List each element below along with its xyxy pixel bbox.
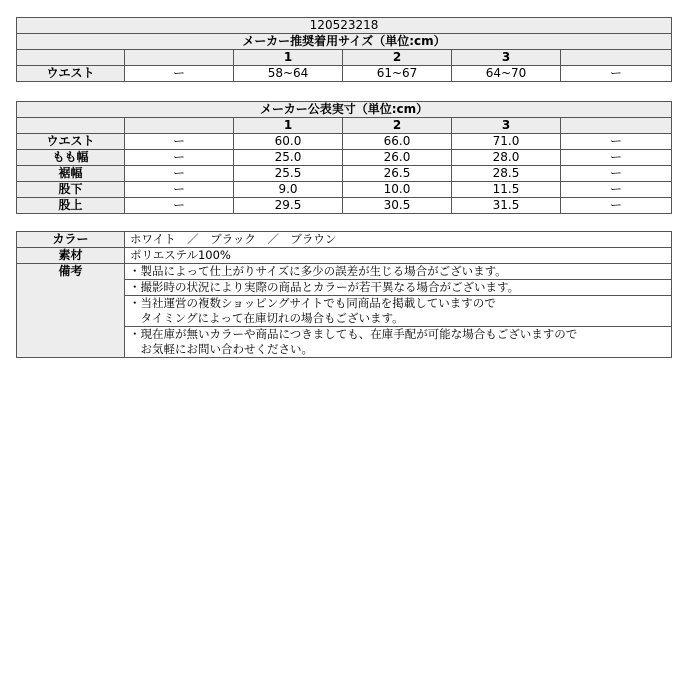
table-cell: ー bbox=[561, 198, 672, 214]
note-item bbox=[125, 264, 671, 280]
note-text: お気軽にお問い合わせください。 bbox=[129, 342, 313, 356]
table-cell: ー bbox=[125, 182, 234, 198]
table-cell: 61~67 bbox=[343, 66, 452, 82]
note-item bbox=[125, 280, 671, 296]
table-row bbox=[17, 198, 672, 214]
table-cell: 26.0 bbox=[343, 150, 452, 166]
table-row bbox=[17, 150, 672, 166]
color-row bbox=[17, 232, 672, 248]
row-label: 裾幅 bbox=[17, 166, 125, 182]
table-row bbox=[17, 66, 672, 82]
notes-cell bbox=[125, 264, 672, 358]
table-cell: ー bbox=[561, 182, 672, 198]
table-cell: ー bbox=[561, 150, 672, 166]
note-item bbox=[125, 296, 671, 327]
note-text: ・当社運営の複数ショッピングサイトでも同商品を掲載していますので bbox=[129, 296, 496, 310]
table-cell: ー bbox=[125, 66, 234, 82]
note-text: ・現在庫が無いカラーや商品につきましても、在庫手配が可能な場合もございますので bbox=[129, 327, 578, 341]
actual-size-title: メーカー公表実寸（単位:cm） bbox=[17, 102, 672, 118]
actual-measurement-table bbox=[16, 101, 672, 214]
table-cell: ー bbox=[125, 134, 234, 150]
size-header: 2 bbox=[343, 50, 452, 66]
table-cell: 71.0 bbox=[452, 134, 561, 150]
note-item bbox=[125, 327, 671, 357]
material-row bbox=[17, 248, 672, 264]
note-text: タイミングによって在庫切れの場合もございます。 bbox=[129, 311, 404, 325]
recommended-size-title: メーカー推奨着用サイズ（単位:cm） bbox=[17, 34, 672, 50]
size-header-row bbox=[17, 118, 672, 134]
table-cell: ー bbox=[125, 166, 234, 182]
table-cell: 26.5 bbox=[343, 166, 452, 182]
product-code: 120523218 bbox=[17, 18, 672, 34]
row-label: ウエスト bbox=[17, 66, 125, 82]
note-text: ・製品によって仕上がりサイズに多少の誤差が生じる場合がございます。 bbox=[129, 264, 507, 278]
table-row bbox=[17, 166, 672, 182]
table-cell: ー bbox=[561, 134, 672, 150]
notes-row bbox=[17, 264, 672, 358]
size-header: 1 bbox=[234, 118, 343, 134]
table-cell: 9.0 bbox=[234, 182, 343, 198]
table-row bbox=[17, 134, 672, 150]
table-cell: 31.5 bbox=[452, 198, 561, 214]
size-header: 3 bbox=[452, 50, 561, 66]
table-cell: ー bbox=[125, 198, 234, 214]
table-cell: 66.0 bbox=[343, 134, 452, 150]
row-label: 股下 bbox=[17, 182, 125, 198]
row-label: ウエスト bbox=[17, 134, 125, 150]
table-cell: ー bbox=[125, 150, 234, 166]
recommended-size-table bbox=[16, 17, 672, 82]
table-cell: 58~64 bbox=[234, 66, 343, 82]
table-cell: 28.5 bbox=[452, 166, 561, 182]
note-text: ・撮影時の状況により実際の商品とカラーが若干異なる場合がございます。 bbox=[129, 280, 520, 294]
size-header: 3 bbox=[452, 118, 561, 134]
table-cell: 25.5 bbox=[234, 166, 343, 182]
table-cell: 28.0 bbox=[452, 150, 561, 166]
table-cell: 64~70 bbox=[452, 66, 561, 82]
material-value: ポリエステル100% bbox=[125, 248, 672, 264]
row-label: もも幅 bbox=[17, 150, 125, 166]
table-cell: 29.5 bbox=[234, 198, 343, 214]
color-label: カラー bbox=[17, 232, 125, 248]
table-cell: ー bbox=[561, 166, 672, 182]
color-value: ホワイト ／ ブラック ／ ブラウン bbox=[125, 232, 672, 248]
product-details-table bbox=[16, 231, 672, 358]
table-cell: ー bbox=[561, 66, 672, 82]
table-cell: 30.5 bbox=[343, 198, 452, 214]
table-cell: 11.5 bbox=[452, 182, 561, 198]
row-label: 股上 bbox=[17, 198, 125, 214]
size-header: 2 bbox=[343, 118, 452, 134]
size-header: 1 bbox=[234, 50, 343, 66]
table-cell: 60.0 bbox=[234, 134, 343, 150]
table-cell: 25.0 bbox=[234, 150, 343, 166]
table-row bbox=[17, 182, 672, 198]
material-label: 素材 bbox=[17, 248, 125, 264]
size-header-row bbox=[17, 50, 672, 66]
notes-label: 備考 bbox=[17, 264, 125, 358]
table-cell: 10.0 bbox=[343, 182, 452, 198]
